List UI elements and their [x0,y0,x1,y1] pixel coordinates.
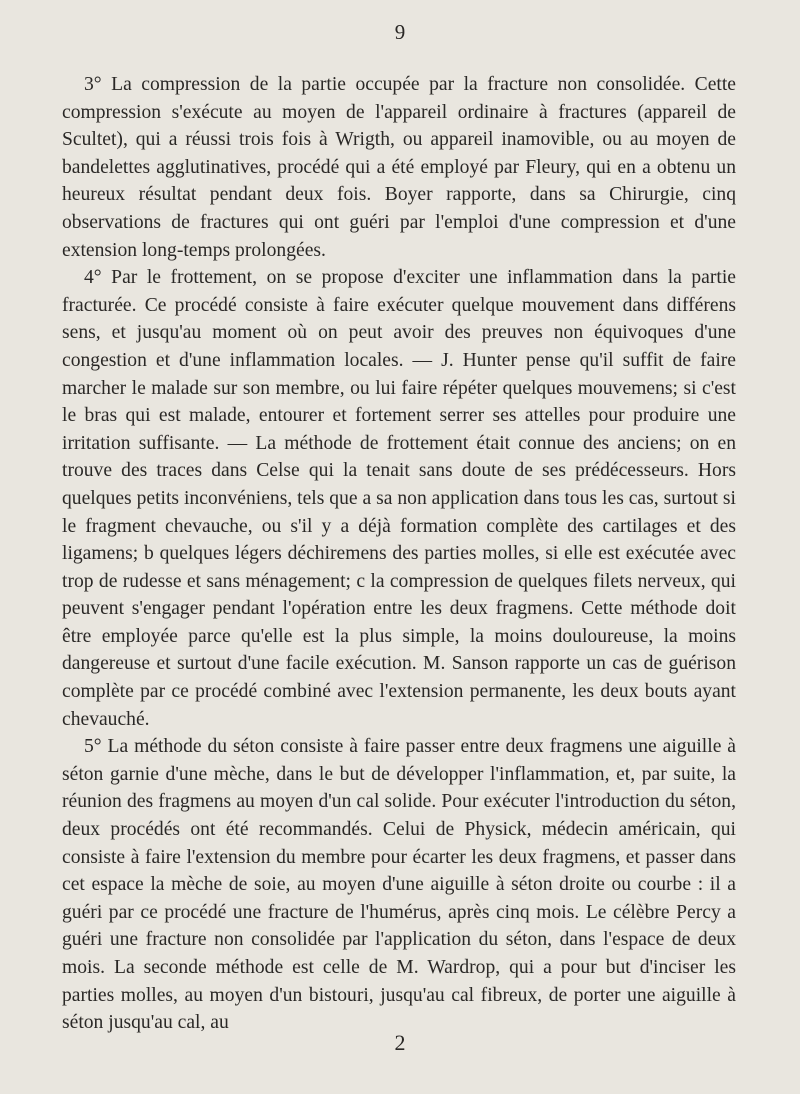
paragraph-compression: 3° La compression de la partie occupée par la fracture non consolidée. Cette compression s'exécute au moyen de l'appareil ordinaire à fractures (appareil de Scultet), qui a réussi trois fois à Wrigth, ou appareil inamovible, ou au moyen de bandelettes agglutinatives, procédé qui a été employé par Fleury, qui en a obtenu un heureux résultat pendant deux fois. Boyer rapporte, dans sa Chirurgie, cinq observations de fractures qui ont guéri par l'emploi d'une compression et d'une extension long-temps prolongées. [62,74,736,261]
page-number: 9 [394,20,406,44]
signature-mark: 2 [394,1030,406,1055]
body-text [62,71,736,1037]
paragraph-frottement: 4° Par le frottement, on se propose d'exciter une inflammation dans la partie fracturée. Ce procédé consiste à faire exécuter quelque mouvement dans différens sens, et jusqu'au moment où on peut avoir des preuves non équivoques d'une congestion et d'une inflammation locales. — J. Hunter pense qu'il suffit de faire marcher le malade sur son membre, ou lui faire répéter quelques mouvemens; si c'est le bras qui est malade, entourer et fortement serrer ses attelles pour produire une irritation suffisante. — La méthode de frottement était connue des anciens; on en trouve des traces dans Celse qui la tenait sans doute de ses prédécesseurs. Hors quelques petits inconvéniens, tels que a sa non application dans tous les cas, surtout si le fragment chevauche, ou s'il y a déjà formation complète des cartilages et des ligamens; b quelques légers déchiremens des parties molles, si elle est exécutée avec trop de rudesse et sans ménagement; c la compression de quelques filets nerveux, qui peuvent s'engager pendant l'opération entre les deux fragmens. Cette méthode doit être employée parce qu'elle est la plus simple, la moins douloureuse, la moins dangereuse et surtout d'une facile exécution. M. Sanson rapporte un cas de guérison complète par ce procédé combiné avec l'extension permanente, les deux bouts ayant chevauché. [62,267,736,730]
paragraph-seton: 5° La méthode du séton consiste à faire passer entre deux fragmens une aiguille à séton garnie d'une mèche, dans le but de développer l'inflammation, et, par suite, la réunion des fragmens au moyen d'un cal solide. Pour exécuter l'introduction du séton, deux procédés ont été recommandés. Celui de Physick, médecin américain, qui consiste à faire l'extension du membre pour écarter les deux fragmens, et passer dans cet espace la mèche de soie, au moyen d'une aiguille à séton droite ou courbe : il a guéri par ce procédé une fracture de l'humérus, après cinq mois. Le célèbre Percy a guéri une fracture non consolidée par l'application du séton, dans l'espace de deux mois. La seconde méthode est celle de M. Wardrop, qui a pour but d'inciser les parties molles, au moyen d'un bistouri, jusqu'au cal fibreux, de porter une aiguille à séton jusqu'au cal, au [62,736,736,1034]
